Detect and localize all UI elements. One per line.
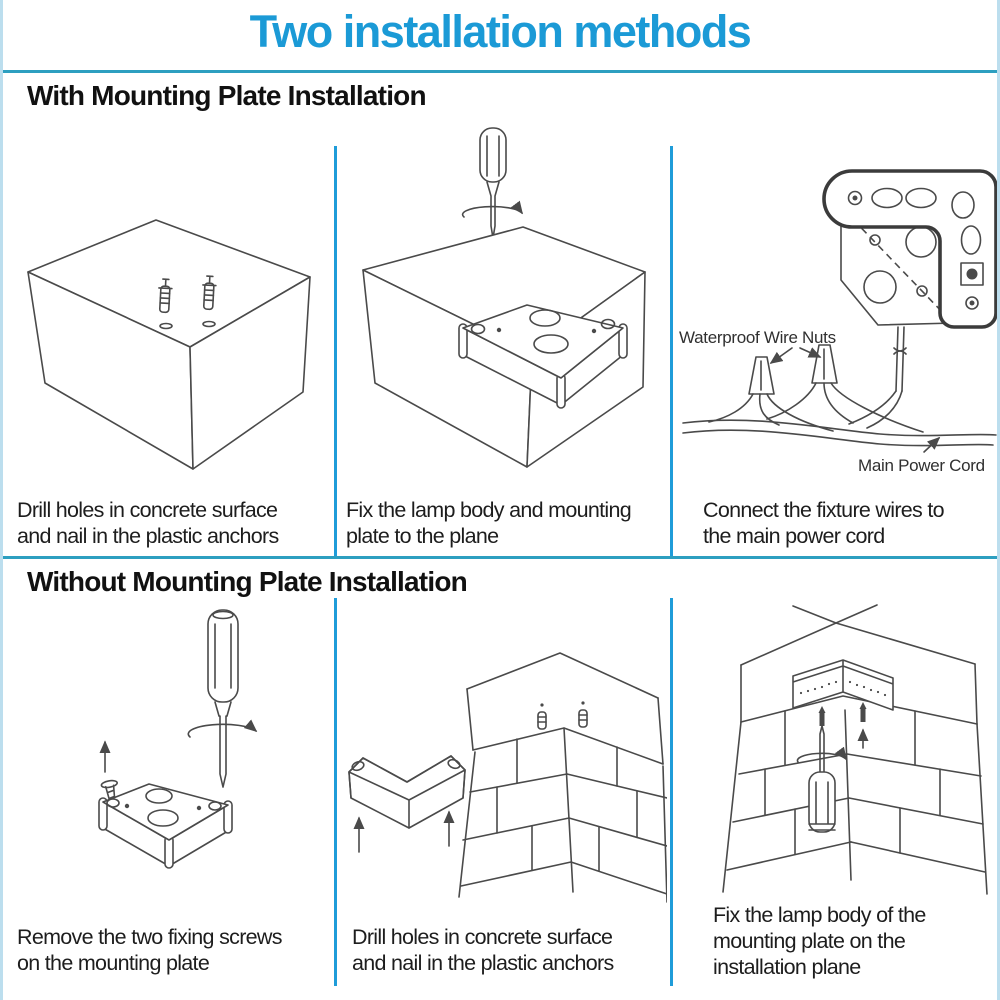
panel-divider [670,598,673,986]
mounting-surface-box [28,220,310,469]
brick-wall [459,653,667,902]
page-title: Two installation methods [249,6,751,57]
screwdriver-icon [797,726,846,832]
caption-line: Drill holes in concrete surface [352,925,613,949]
panel-caption [17,497,333,549]
plastic-anchor-icon [579,701,587,727]
panel-caption [352,924,666,976]
rotation-arrow [797,753,846,762]
caption-line: Fix the lamp body of the [713,903,926,927]
power-cord-line [683,420,996,445]
wire-nuts-label: Waterproof Wire Nuts [679,328,836,347]
lamp-body-mounted [793,660,893,710]
illustration-fix-plate [337,118,667,498]
illustration-drill-anchors-wall [337,602,667,920]
arrow-icon [771,348,792,363]
screwdriver-icon [188,610,256,787]
wire-nut-icon [749,357,774,394]
lamp-body [349,756,465,828]
caption-line: Drill holes in concrete surface [17,498,278,522]
illustration-drill-anchors [9,140,331,492]
caption-line: mounting plate on the [713,929,906,953]
section-divider-line [3,556,997,559]
caption-line: plate to the plane [346,524,499,548]
caption-line: on the mounting plate [17,951,210,975]
rotation-arrow [188,724,256,737]
illustration-connect-wires [675,135,999,483]
power-cord-label: Main Power Cord [858,456,985,475]
panel-caption [346,497,668,549]
fixture-wires [709,383,923,432]
illustration-fix-lamp-body [675,602,999,920]
caption-line: the main power cord [703,524,885,548]
rotation-arrow [463,207,522,217]
section-heading-with-plate: With Mounting Plate Installation [27,80,426,111]
panel-divider [670,146,673,556]
caption-line: Fix the lamp body and mounting [346,498,631,522]
panel-caption [17,924,333,976]
caption-line: Remove the two fixing screws [17,925,282,949]
wire-nut-icon [812,345,837,383]
fixture-wires [849,327,906,428]
caption-line: Connect the fixture wires to [703,498,944,522]
caption-line: and nail in the plastic anchors [352,951,614,975]
section-divider-line [3,70,997,73]
screw-icon [819,706,826,726]
section-heading-without-plate: Without Mounting Plate Installation [27,566,467,597]
brick-wall [723,605,987,894]
illustration-remove-screws [9,602,331,920]
caption-line: and nail in the plastic anchors [17,524,279,548]
mounting-plate [99,784,232,868]
screwdriver-icon [463,128,522,238]
panel-caption [713,902,1000,980]
panel-caption [703,497,999,549]
corner-lamp-fixture [824,171,996,327]
caption-line: installation plane [713,955,861,979]
screw-icon [860,702,867,722]
plastic-anchor-icon [538,703,546,729]
